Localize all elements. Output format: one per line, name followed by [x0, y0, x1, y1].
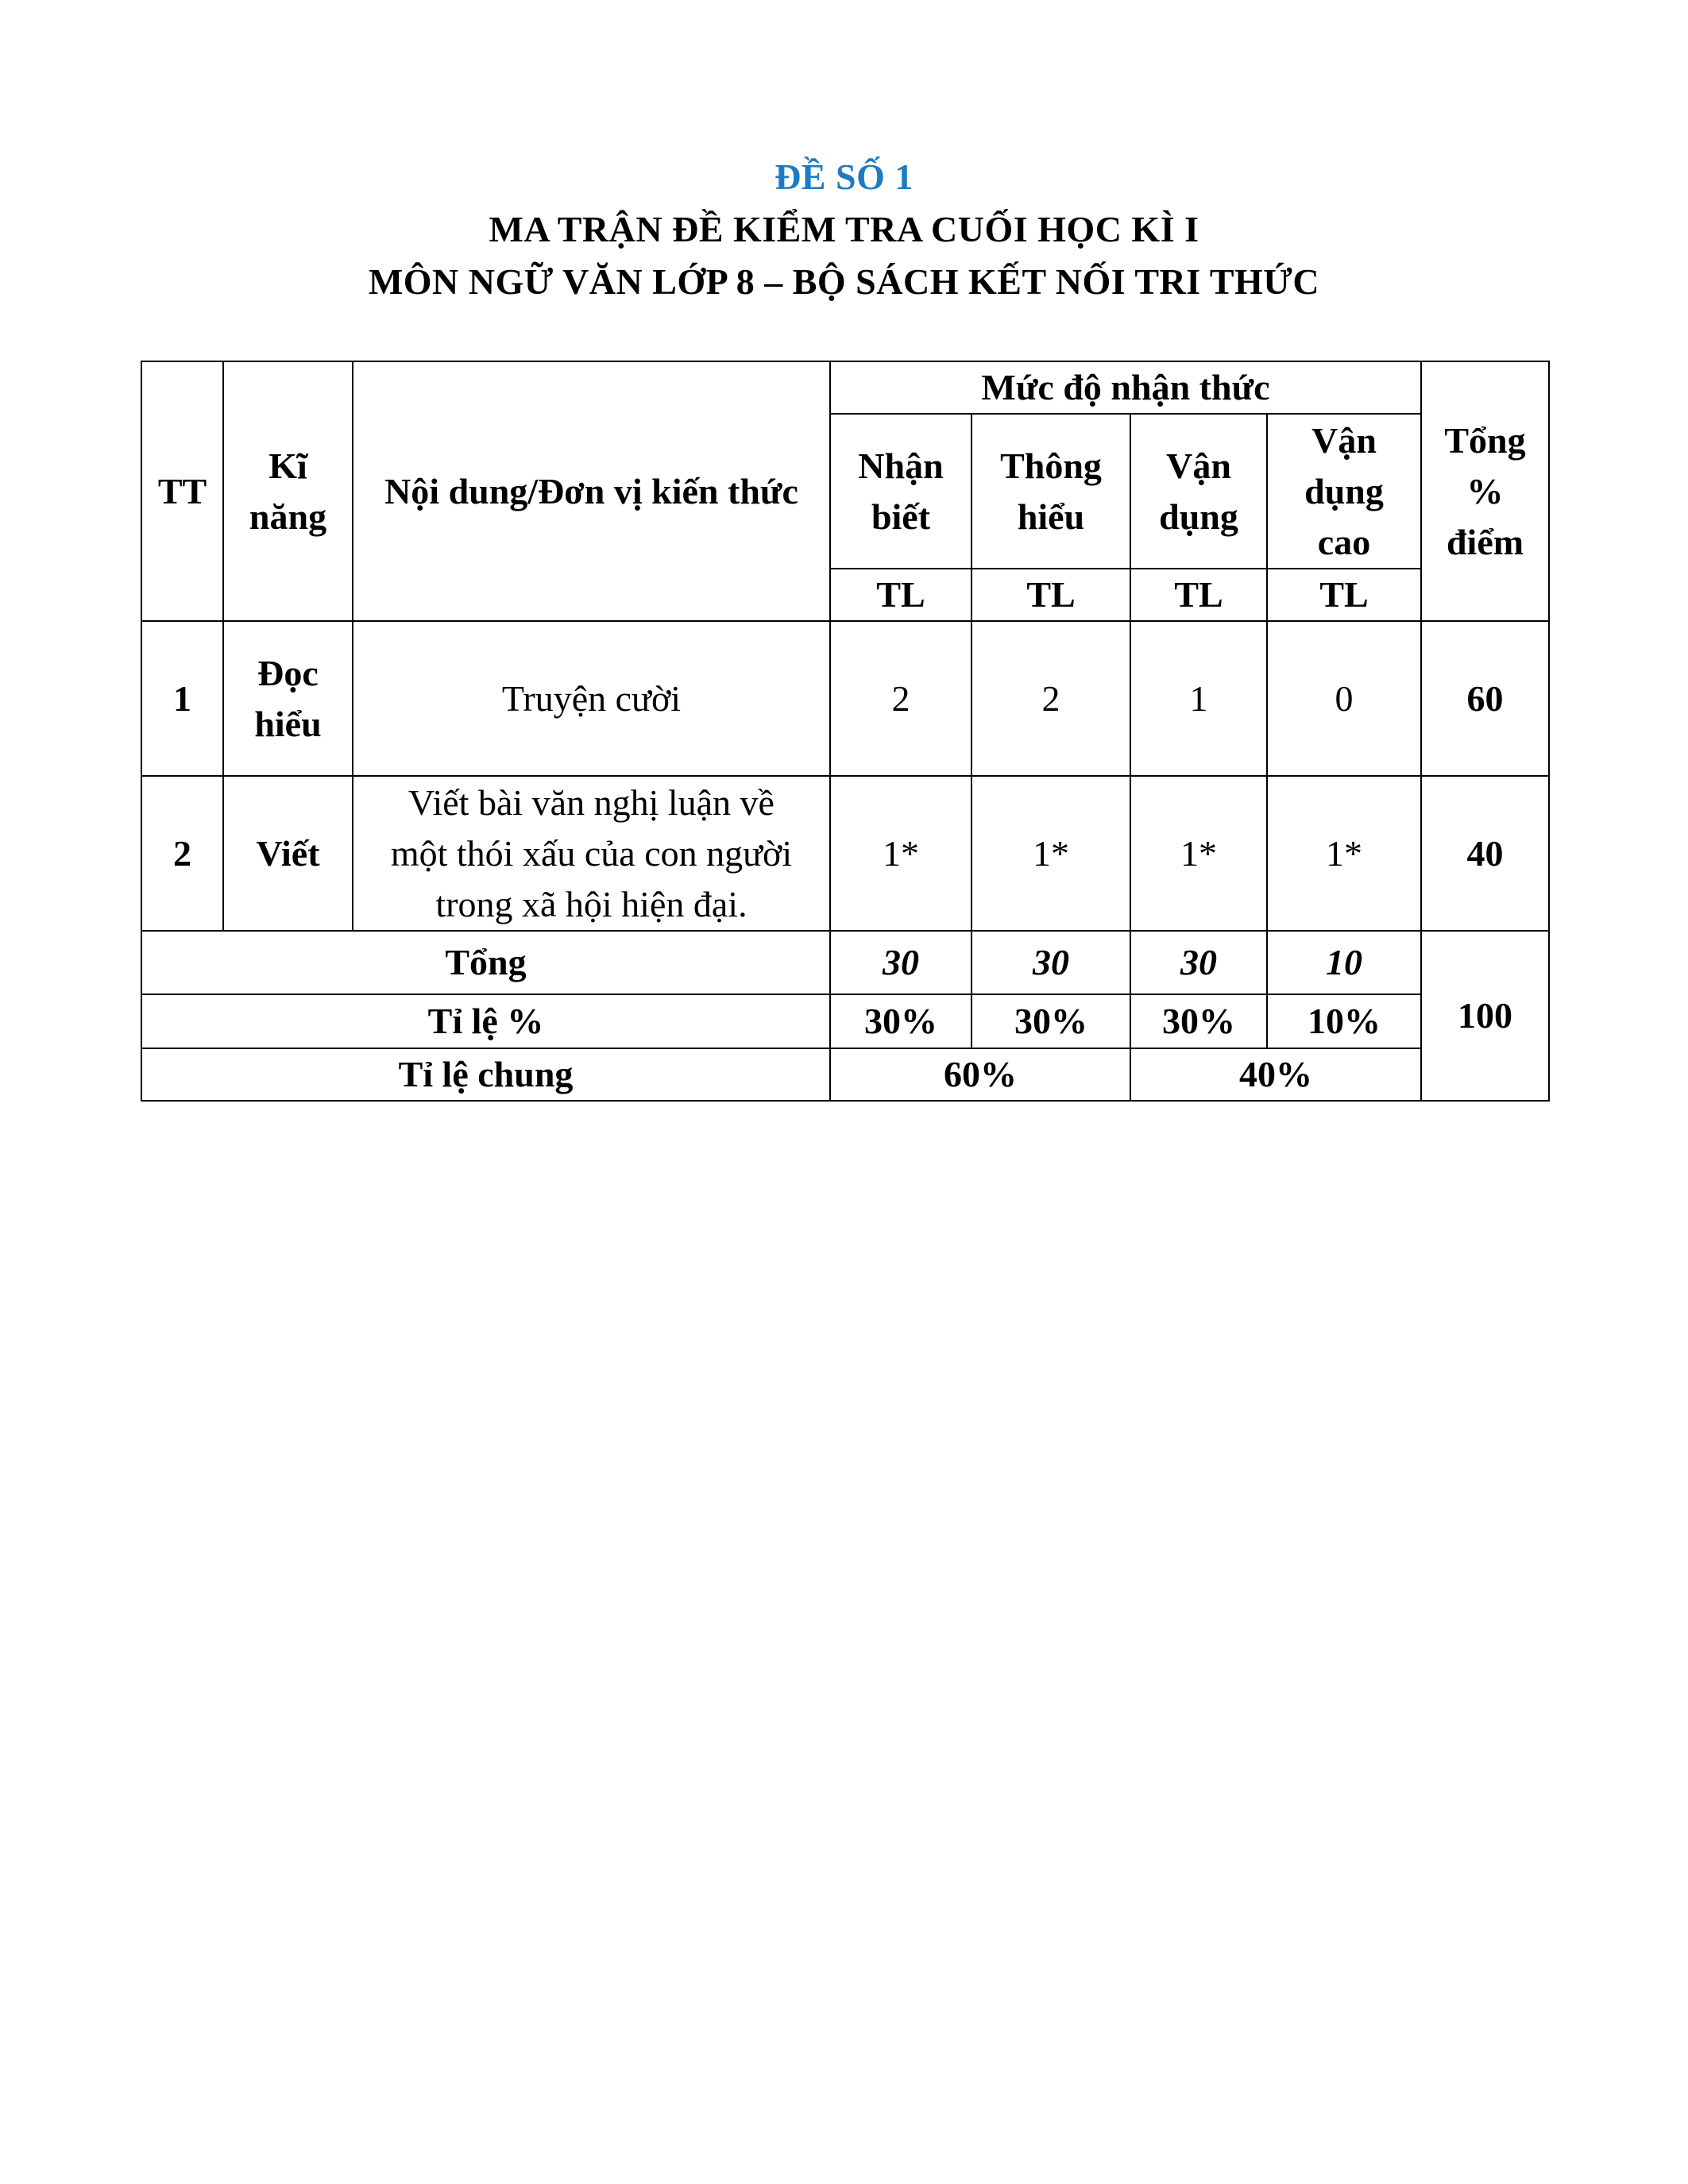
row-value: 2: [971, 621, 1130, 776]
header-tong-diem: Tổng % điểm: [1421, 361, 1549, 621]
ti-le-value: 30%: [971, 994, 1130, 1048]
ti-le-chung-value: 40%: [1130, 1048, 1421, 1101]
row-value: 1*: [971, 776, 1130, 931]
table-row: [141, 621, 1549, 776]
row-skill: Đọc hiểu: [223, 621, 353, 776]
ti-le-chung-label: Tỉ lệ chung: [141, 1048, 830, 1101]
ti-le-chung-row: [141, 1048, 1549, 1101]
header-thong-hieu: Thông hiểu: [971, 414, 1130, 569]
exam-number: ĐỀ SỐ 1: [774, 156, 914, 197]
header-type-tl: TL: [971, 569, 1130, 621]
header-tt: TT: [141, 361, 223, 621]
exam-matrix-table: [141, 361, 1550, 1102]
row-total: 40: [1421, 776, 1549, 931]
table-row: [141, 776, 1549, 931]
document-subtitle: MÔN NGỮ VĂN LỚP 8 – BỘ SÁCH KẾT NỐI TRI THỨC: [368, 261, 1320, 302]
tong-row: [141, 931, 1549, 994]
header-type-tl: TL: [830, 569, 971, 621]
row-value: 1*: [830, 776, 971, 931]
row-content: Truyện cười: [353, 621, 830, 776]
ti-le-label: Tỉ lệ %: [141, 994, 830, 1048]
header-van-dung-cao: Vận dụng cao: [1267, 414, 1421, 569]
header-type-tl: TL: [1267, 569, 1421, 621]
row-total: 60: [1421, 621, 1549, 776]
row-value: 0: [1267, 621, 1421, 776]
document-header: [0, 151, 1688, 308]
tong-value: 30: [1130, 931, 1267, 994]
tong-value: 30: [830, 931, 971, 994]
row-tt: 2: [141, 776, 223, 931]
header-noi-dung: Nội dung/Đơn vị kiến thức: [353, 361, 830, 621]
row-value: 1: [1130, 621, 1267, 776]
row-content: Viết bài văn nghị luận về một thói xấu của con người trong xã hội hiện đại.: [353, 776, 830, 931]
header-type-tl: TL: [1130, 569, 1267, 621]
ti-le-value: 30%: [830, 994, 971, 1048]
row-value: 1*: [1267, 776, 1421, 931]
tong-value: 10: [1267, 931, 1421, 994]
header-van-dung: Vận dụng: [1130, 414, 1267, 569]
grand-total: 100: [1421, 931, 1549, 1101]
row-skill: Viết: [223, 776, 353, 931]
header-muc-do: Mức độ nhận thức: [830, 361, 1421, 414]
ti-le-value: 10%: [1267, 994, 1421, 1048]
row-tt: 1: [141, 621, 223, 776]
ti-le-chung-value: 60%: [830, 1048, 1130, 1101]
row-value: 2: [830, 621, 971, 776]
row-value: 1*: [1130, 776, 1267, 931]
tong-value: 30: [971, 931, 1130, 994]
tong-label: Tổng: [141, 931, 830, 994]
ti-le-value: 30%: [1130, 994, 1267, 1048]
ti-le-row: [141, 994, 1549, 1048]
header-row-1: [141, 361, 1549, 414]
document-title: MA TRẬN ĐỀ KIỂM TRA CUỐI HỌC KÌ I: [489, 209, 1199, 249]
header-ki-nang: Kĩ năng: [223, 361, 353, 621]
header-nhan-biet: Nhận biết: [830, 414, 971, 569]
